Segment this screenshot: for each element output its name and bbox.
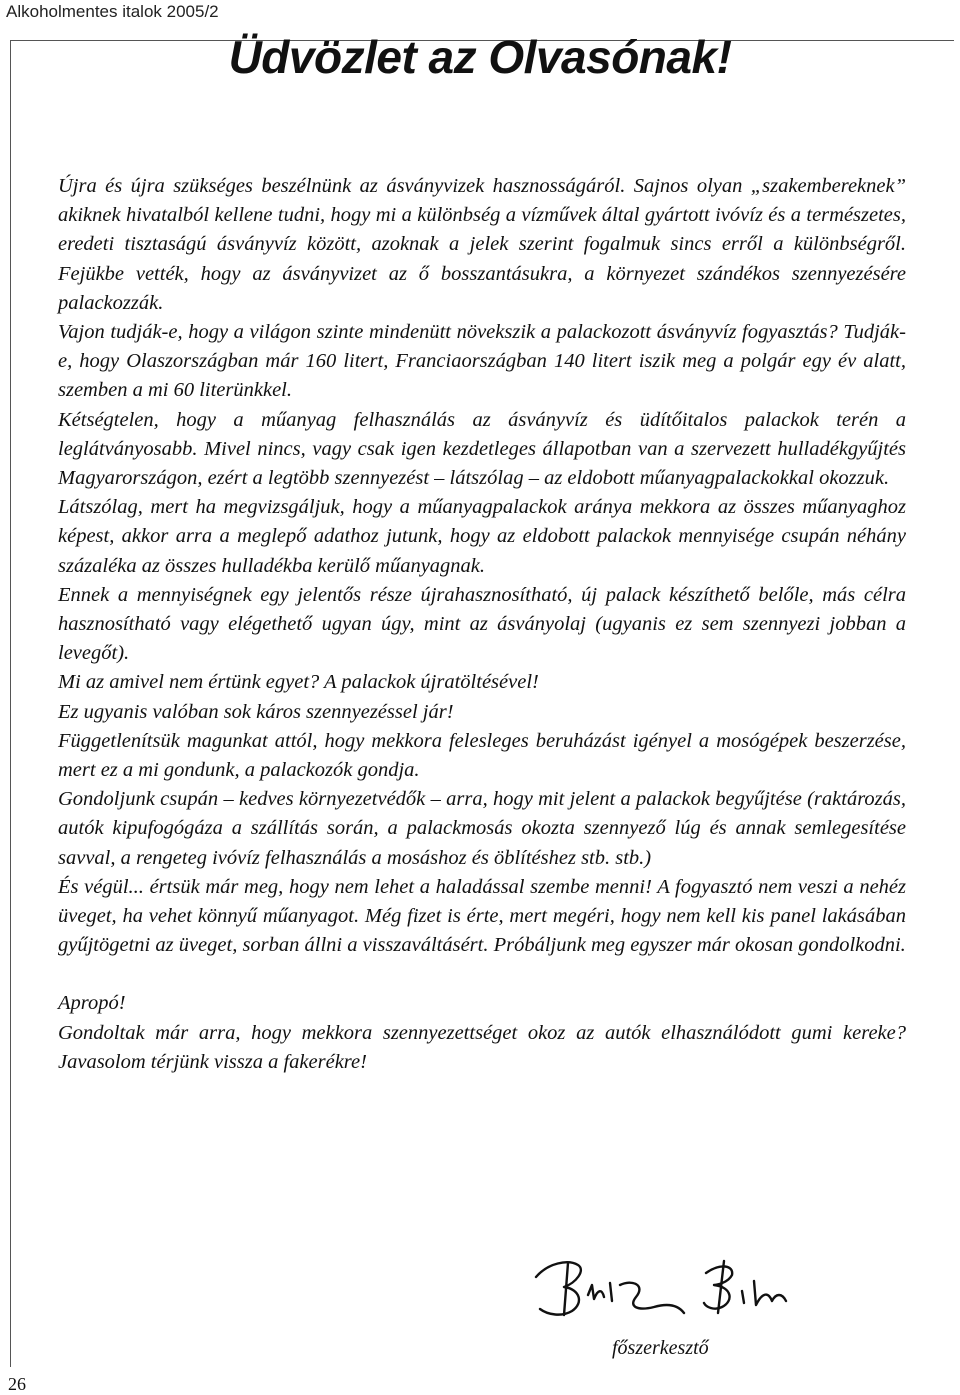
postscript-text: Gondoltak már arra, hogy mekkora szennyezettséget okoz az autók elhasználódott gumi kereke? Javasolom térjünk vissza a fakerékre! [58,1021,906,1073]
paragraph: Ennek a mennyiségnek egy jelentős része újrahasznosítható, új palack készíthető belőle, más célra hasznosítható vagy elégethető ugyan úgy, mint az ásványolaj (ugyanis ez sem szennyezi jobban a levegőt). [58,583,906,665]
article-body [58,172,906,1077]
paragraph: Gondoljunk csupán – kedves környezetvédők – arra, hogy mit jelent a palackok begyűjtése (raktározás, autók kipufogógáza a szállítás során, a palackmosás okozta szennyező lúg és annak semlegesítése savval, a rengeteg ivóvíz felhasználás a mosáshoz és öblítéshez stb. stb.) [58,788,906,869]
paragraph-gap [58,960,906,989]
paragraph: Látszólag, mert ha megvizsgáljuk, hogy a műanyagpalackok aránya mekkora az összes műanyaghoz képest, akkor arra a meglepő adathoz jutunk, hogy az eldobott palackok mennyisége csupán néhány százaléka az összes hulladékba kerülő műanyagnak. [58,496,906,577]
paragraph: Mi az amivel nem értünk egyet? A palackok újratöltésével! [58,671,539,694]
paragraph: Vajon tudják-e, hogy a világon szinte mindenütt növekszik a palackozott ásványvíz fogyasztás? Tudják-e, hogy Olaszországban már 160 litert, Franciaországban 140 litert iszik meg a polgár egy év alatt, szemben a mi 60 literünkkel. [58,321,906,402]
page-number: 26 [8,1374,26,1394]
running-header: Alkoholmentes italok 2005/2 [6,2,219,21]
page-title: Üdvözlet az Olvasónak! [228,31,732,83]
paragraph: És végül... értsük már meg, hogy nem lehet a haladással szembe menni! A fogyasztó nem veszi a nehéz üveget, ha vehet könnyű műanyagot. Még fizet is érte, mert megéri, hogy nem kell kis panel lakásában gyűjtögetni az üveget, sorban állni a visszaváltásért. Próbáljunk meg egyszer már okosan gondolkodni. [58,875,906,957]
signature-caption: főszerkesztő [612,1337,709,1359]
paragraph: Kétségtelen, hogy a műanyag felhasználás az ásványvíz és üdítőitalos palackok terén a leglátványosabb. Mivel nincs, vagy csak igen kezdetleges állapotban van a szervezett hulladékgyűjtés Magyarországon, ezért a legtöbb szennyezést – látszólag – az eldobott műanyagpalackokkal okozzuk. [58,408,906,490]
paragraph: Függetlenítsük magunkat attól, hogy mekkora felesleges beruházást igényel a mosógépek beszerzése, mert ez a mi gondunk, a palackozók gondja. [58,729,906,782]
postscript-lead: Apropó! [58,992,126,1015]
paragraph: Ez ugyanis valóban sok káros szennyezéssel jár! [58,700,454,723]
signature-image [528,1255,808,1335]
paragraph: Újra és újra szükséges beszélnünk az ásványvizek hasznosságáról. Sajnos olyan „szakembereknek” akiknek hivatalból kellene tudni, hogy mi a különbség a vízművek által gyártott ivóvíz és a természetes, eredeti tisztaságú ásványvíz között, azoknak a jelek szerint fogalmuk sincs erről a különbségről. Fejükbe vették, hogy az ásványvizet az ő bosszantásukra, a környezet szándékos szennyezésére palackozzák. [58,175,906,314]
side-rule [10,40,11,1367]
